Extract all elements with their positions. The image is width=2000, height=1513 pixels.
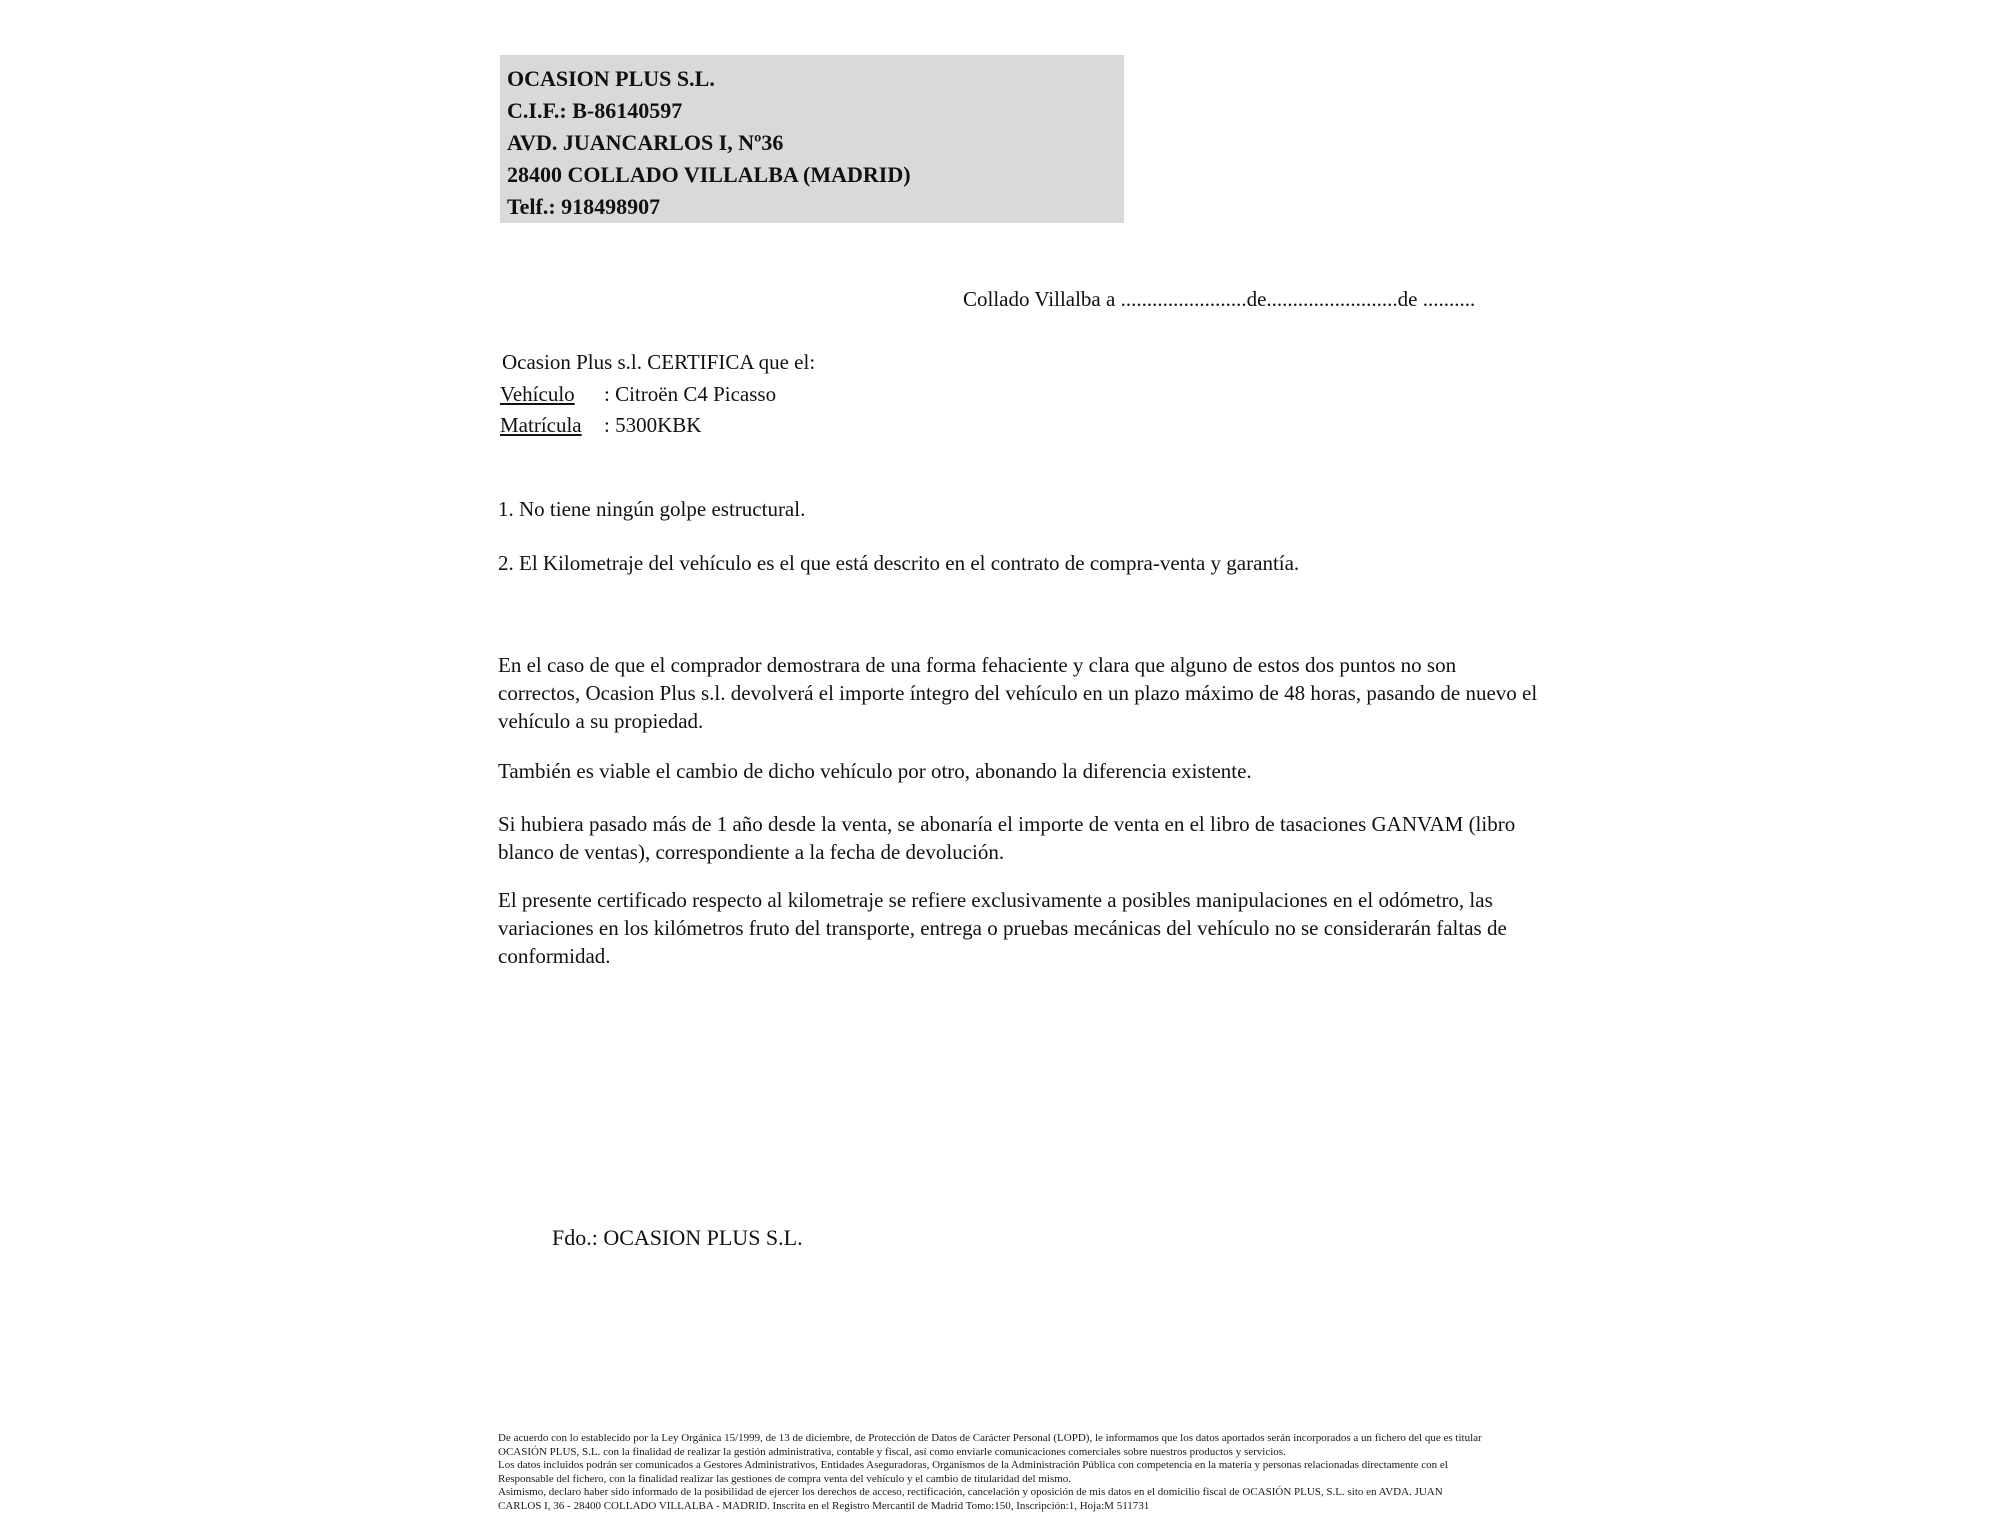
vehicle-label-wrap — [500, 382, 604, 407]
vehicle-label: Vehículo — [500, 382, 575, 406]
plate-row — [500, 413, 701, 438]
paragraph-ganvam-clause: Si hubiera pasado más de 1 año desde la venta, se abonaría el importe de venta en el libro de tasaciones GANVAM (libro blanco de ventas), correspondiente a la fecha de devolución. — [498, 810, 1538, 866]
footer-line-2: OCASIÓN PLUS, S.L. con la finalidad de realizar la gestión administrativa, contable y fiscal, así como enviarle comunicaciones comerciales sobre nuestros productos y servicios. — [498, 1446, 1978, 1460]
date-line: Collado Villalba a ........................de.........................de .......... — [963, 287, 1475, 312]
letterhead-block — [500, 55, 1124, 223]
legal-footer — [498, 1432, 1978, 1513]
paragraph-exchange-clause: También es viable el cambio de dicho vehículo por otro, abonando la diferencia existente. — [498, 757, 1538, 785]
plate-value: : 5300KBK — [604, 413, 701, 437]
paragraph-refund-clause: En el caso de que el comprador demostrara de una forma fehaciente y clara que alguno de estos dos puntos no son correctos, Ocasion Plus s.l. devolverá el importe íntegro del vehículo en un plazo máximo de 48 horas, pasando de nuevo el vehículo a su propiedad. — [498, 651, 1538, 735]
footer-line-5: Asimismo, declaro haber sido informado de la posibilidad de ejercer los derechos de acceso, rectificación, cancelación y oposición de mis datos en el domicilio fiscal de OCASIÓN PLUS, S.L. sito en AVDA. JUAN — [498, 1486, 1978, 1500]
vehicle-row — [500, 382, 776, 407]
footer-line-1: De acuerdo con lo establecido por la Ley Orgánica 15/1999, de 13 de diciembre, de Protección de Datos de Carácter Personal (LOPD), le informamos que los datos aportados serán incorporados a un fichero del que es titular — [498, 1432, 1978, 1446]
certificate-point-1: 1. No tiene ningún golpe estructural. — [498, 497, 805, 522]
vehicle-value: : Citroën C4 Picasso — [604, 382, 776, 406]
footer-line-3: Los datos incluidos podrán ser comunicados a Gestores Administrativos, Entidades Aseguradoras, Organismos de la Administración Pública con competencia en la materia y personas relacionadas directamente con el — [498, 1459, 1978, 1473]
plate-label: Matrícula — [500, 413, 582, 437]
certify-intro: Ocasion Plus s.l. CERTIFICA que el: — [502, 350, 815, 375]
company-cif: C.I.F.: B-86140597 — [507, 95, 1119, 127]
paragraph-odometer-clause: El presente certificado respecto al kilometraje se refiere exclusivamente a posibles manipulaciones en el odómetro, las variaciones en los kilómetros fruto del transporte, entrega o pruebas mecánicas del vehículo no se considerarán faltas de conformidad. — [498, 886, 1538, 970]
company-city: 28400 COLLADO VILLALBA (MADRID) — [507, 159, 1119, 191]
company-phone: Telf.: 918498907 — [507, 191, 1119, 223]
certificate-point-2: 2. El Kilometraje del vehículo es el que está descrito en el contrato de compra-venta y garantía. — [498, 551, 1299, 576]
plate-label-wrap — [500, 413, 604, 438]
company-address: AVD. JUANCARLOS I, Nº36 — [507, 127, 1119, 159]
footer-line-6: CARLOS I, 36 - 28400 COLLADO VILLALBA - MADRID. Inscrita en el Registro Mercantil de Madrid Tomo:150, Inscripción:1, Hoja:M 511731 — [498, 1500, 1978, 1513]
company-name: OCASION PLUS S.L. — [507, 63, 1119, 95]
footer-line-4: Responsable del fichero, con la finalidad realizar las gestiones de compra venta del vehículo y el cambio de titularidad del mismo. — [498, 1473, 1978, 1487]
signature-line: Fdo.: OCASION PLUS S.L. — [552, 1225, 803, 1251]
